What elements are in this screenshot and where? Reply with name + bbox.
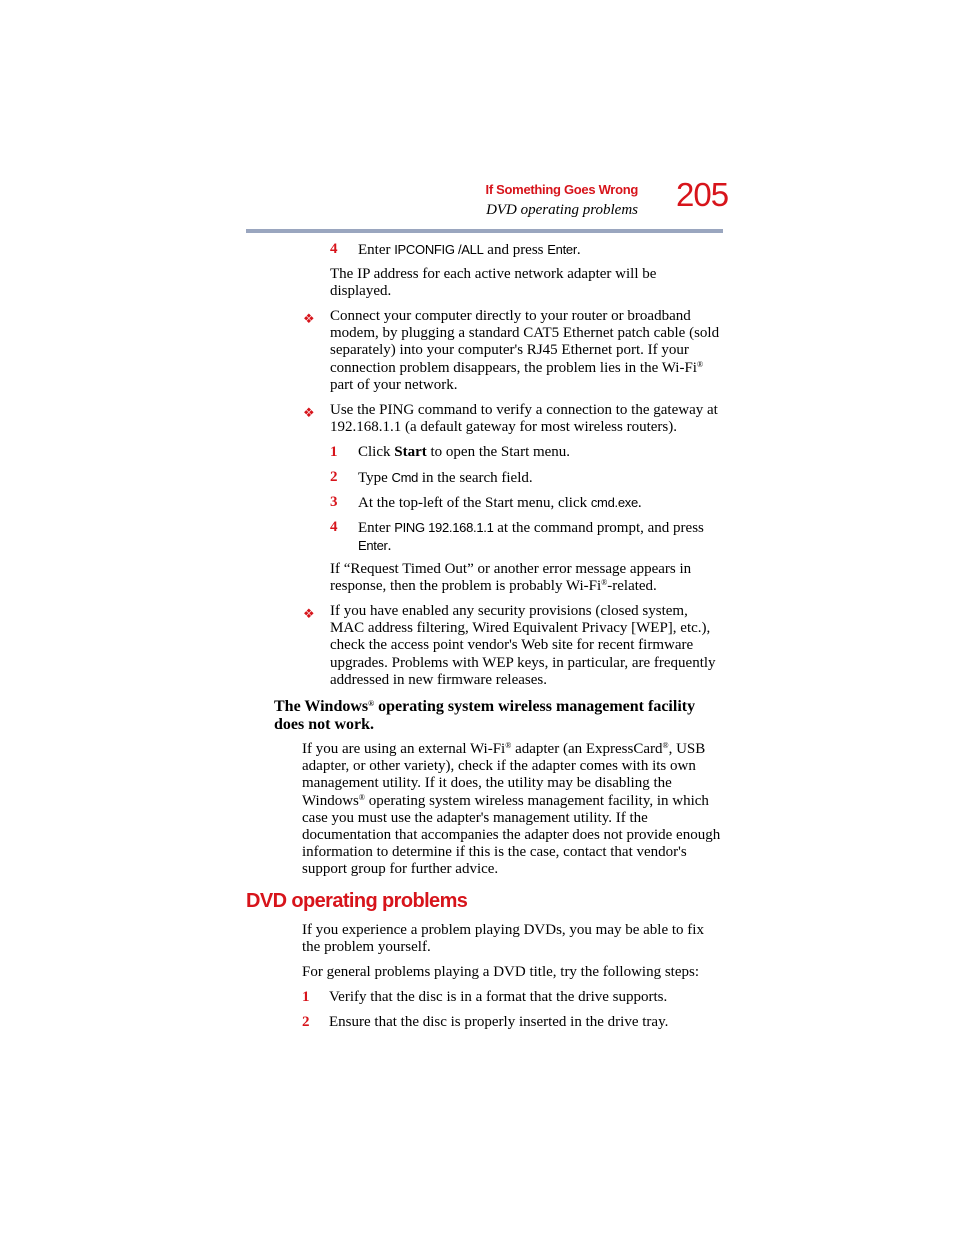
subheading-windows-wireless: The Windows® operating system wireless management facility does not work. (274, 698, 696, 733)
step-number: 2 (330, 469, 338, 485)
paragraph-dvd-steps-intro: For general problems playing a DVD title, try the following steps: (302, 964, 700, 980)
step-enter-ping: 4 Enter PING 192.168.1.1 at the command prompt, and press Enter. (330, 519, 704, 555)
bullet-security-provisions: If you have enabled any security provisions (closed system, MAC address filtering, Wired Equivalent Privacy [WEP], etc.), check the access point vendor's Web site for recent firmware upgrades. Problems with WEP keys, in particular, are frequently addressed in new firmware releases. (330, 603, 716, 688)
step-number: 4 (330, 241, 338, 257)
list-item: 1 Verify that the disc is in a format that the drive supports. (302, 989, 668, 1005)
paragraph-dvd-intro: If you experience a problem playing DVDs, you may be able to fix the problem yourself. (302, 922, 704, 956)
command-text: cmd.exe (590, 495, 638, 510)
bullet-icon: ❖ (303, 311, 315, 326)
step-number: 1 (302, 989, 310, 1005)
list-item: 2 Ensure that the disc is properly inserted in the drive tray. (302, 1014, 669, 1030)
bullet-icon: ❖ (303, 606, 315, 621)
running-header-subsection: DVD operating problems (486, 202, 638, 218)
step-number: 1 (330, 444, 338, 460)
command-text: IPCONFIG /ALL (394, 242, 484, 257)
step-number: 2 (302, 1014, 310, 1030)
key-text: Enter (358, 538, 388, 554)
paragraph-request-timed-out: If “Request Timed Out” or another error message appears in response, then the problem is probably Wi-Fi®-related. (330, 561, 692, 595)
step-click-start: 1 Click Start to open the Start menu. (330, 444, 571, 460)
page-number: 205 (676, 176, 729, 213)
bullet-connect-directly: Connect your computer directly to your router or broadband modem, by plugging a standard CAT5 Ethernet patch cable (sold separately) into your computer's RJ45 Ethernet port. If your connection problem disappears, the problem lies in the Wi-Fi® part of your network. (330, 308, 720, 393)
step-number: 3 (330, 494, 338, 510)
section-heading-dvd: DVD operating problems (246, 890, 468, 912)
step-ipconfig: 4 Enter IPCONFIG /ALL and press Enter. (330, 241, 581, 258)
step-type-cmd: 2 Type Cmd in the search field. (330, 469, 533, 486)
key-text: Enter (547, 242, 577, 257)
step-number: 4 (330, 519, 338, 535)
step-click-cmd-exe: 3 At the top-left of the Start menu, click cmd.exe. (330, 494, 642, 511)
paragraph-external-adapter: If you are using an external Wi-Fi® adapter (an ExpressCard®, USB adapter, or other variety), check if the adapter comes with its own management utility. If it does, the utility may be disabling the Windows® operating system wireless management facility, in which case you must use the adapter's management utility. If the documentation that accompanies the adapter does not provide enough information to determine if this is the case, contact that vendor's support group for further advice. (302, 741, 721, 878)
command-text: Cmd (391, 470, 419, 485)
bullet-ping-command: Use the PING command to verify a connection to the gateway at 192.168.1.1 (a default gateway for most wireless routers). (330, 402, 718, 436)
header-rule (246, 229, 723, 233)
command-text: PING 192.168.1.1 (394, 520, 494, 535)
paragraph-ip-address: The IP address for each active network adapter will be displayed. (330, 266, 657, 300)
bullet-icon: ❖ (303, 405, 315, 420)
running-header-section: If Something Goes Wrong (485, 182, 638, 197)
